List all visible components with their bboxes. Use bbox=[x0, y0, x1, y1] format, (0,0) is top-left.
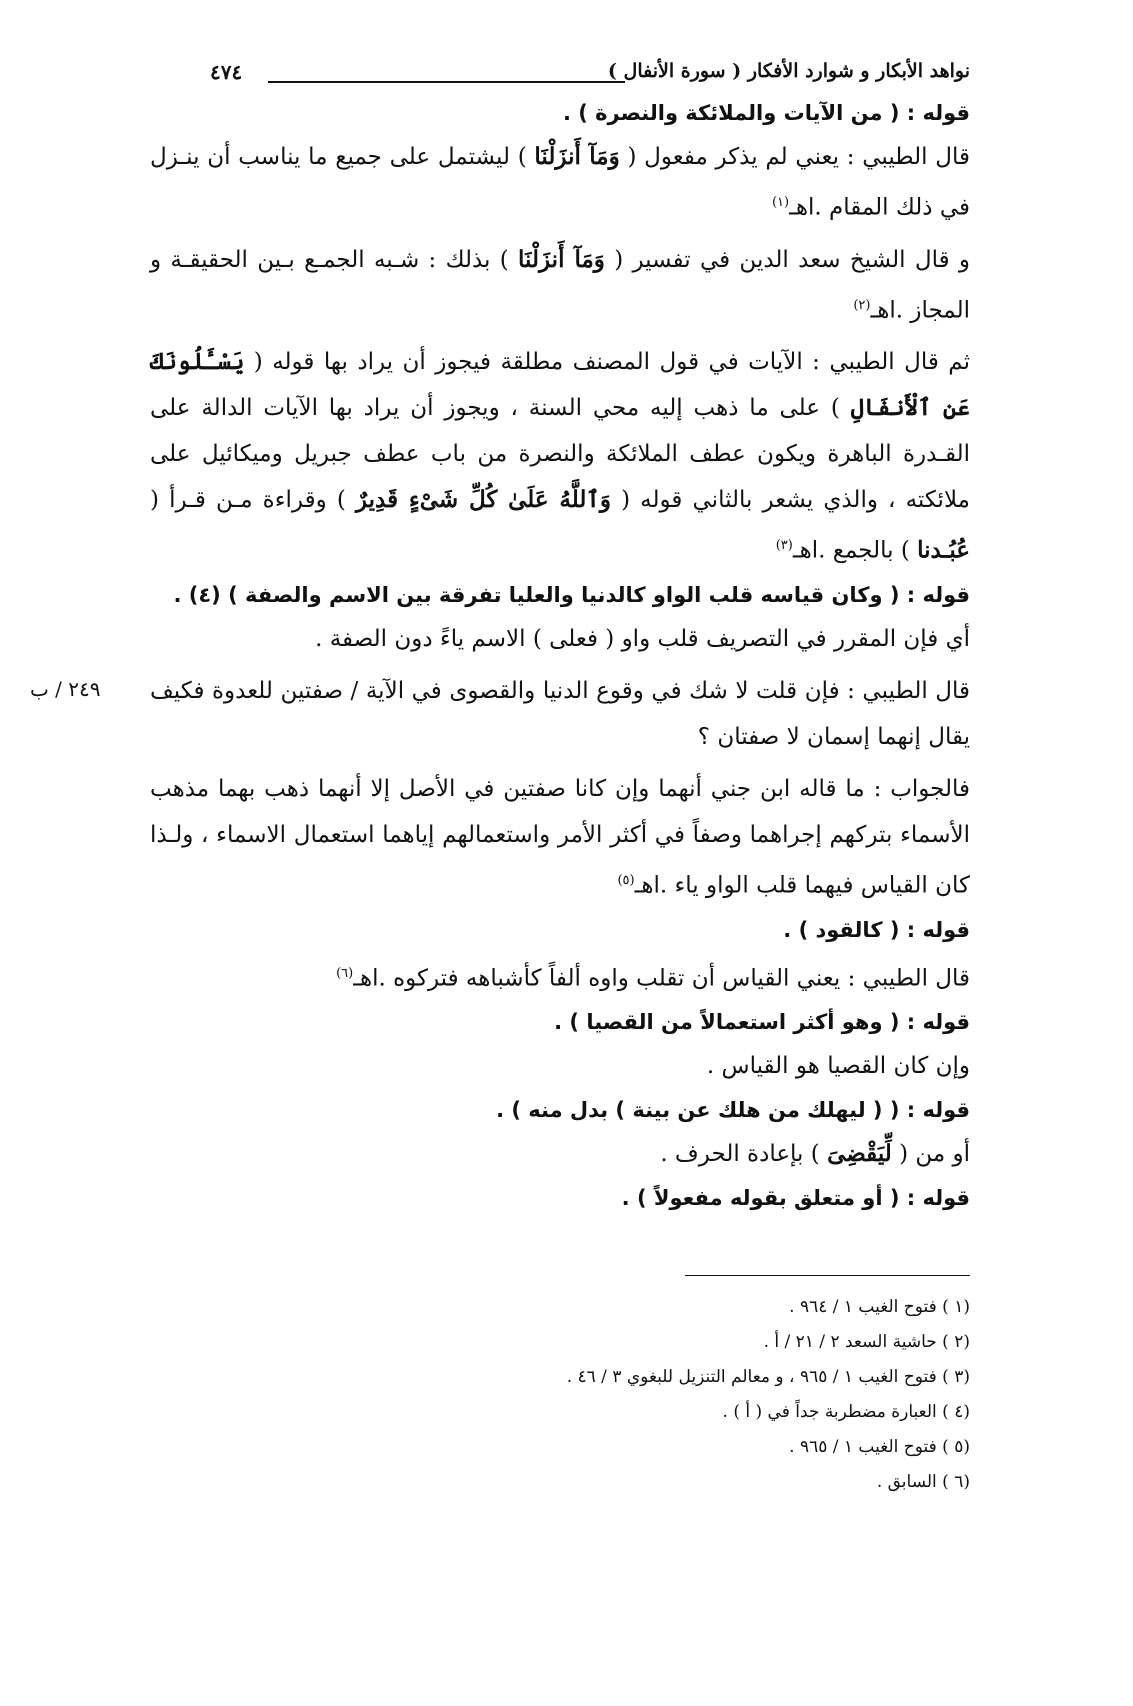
quran-quote: وَٱللَّهُ عَلَىٰ كُلِّ شَىْءٍ قَدِيرٌ bbox=[355, 486, 611, 514]
footnote: (٥ ) فتوح الغيب ١ / ٩٦٥ . bbox=[789, 1437, 970, 1457]
quran-quote: لِّيَقْضِىَ bbox=[827, 1140, 892, 1168]
qawl-heading: قوله : ( كالقود ) . bbox=[783, 917, 970, 942]
paragraph: وإن كان القصيا هو القياس . bbox=[706, 1053, 970, 1080]
paragraph: قال الطيبي : فإن قلت لا شك في وقوع الدنيا والقصوى في الآية / صفتين للعدوة فكيف يقال إنهما إسمان لا صفتان ؟ bbox=[150, 677, 970, 750]
footnote-ref: (٦) bbox=[336, 965, 354, 981]
footnote-ref: (٢) bbox=[853, 297, 871, 313]
quran-quote: وَمَآ أَنزَلْنَا bbox=[534, 143, 620, 170]
paragraph: قال الطيبي : يعني القياس أن تقلب واوه ألفاً كأشباهه فتركوه .اهـ$^{(٦)}$ bbox=[336, 965, 970, 992]
qawl-heading: قوله : ( وهو أكثر استعمالاً من القصيا ) . bbox=[554, 1010, 970, 1035]
footnote: (٦ ) السابق . bbox=[876, 1472, 970, 1492]
paragraph: قال الطيبي : يعني لم يذكر مفعول ( وَمَآ أَنزَلْنَا ) ليشتمل على جميع ما يناسب أن ينـزل في ذلك المقام .اهـ$^{(١)}$ bbox=[150, 143, 970, 221]
header-rule bbox=[268, 81, 625, 83]
footnote-ref: (٥) bbox=[617, 872, 635, 888]
footnote-ref: (٣) bbox=[775, 538, 793, 554]
qawl-heading: قوله : ( ( ليهلك من هلك عن بينة ) بدل منه ) . bbox=[496, 1098, 970, 1123]
footnote: (٢ ) حاشية السعد ٢ / ٢١ / أ . bbox=[763, 1332, 970, 1352]
running-header bbox=[150, 60, 970, 98]
header-title: نواهد الأبكار و شوارد الأفكار ( سورة الأنفال ) bbox=[607, 60, 970, 82]
page-number: ٤٧٤ bbox=[210, 60, 243, 84]
quran-quote: وَمَآ أَنزَلْنَا bbox=[518, 245, 605, 273]
footnotes bbox=[567, 1295, 970, 1505]
qawl-heading: قوله : ( وكان قياسه قلب الواو كالدنيا والعليا تفرقة بين الاسم والصفة ) (٤) . bbox=[173, 582, 970, 607]
quran-quote: عُبُـدنا bbox=[917, 536, 970, 564]
margin-folio-note: ٢٤٩ / ب bbox=[30, 677, 101, 701]
paragraph: أي فإن المقرر في التصريف قلب واو ( فعلى ) الاسم ياءً دون الصفة . bbox=[315, 625, 970, 652]
footnote: (٣ ) فتوح الغيب ١ / ٩٦٥ ، و معالم التنزيل للبغوي ٣ / ٤٦ . bbox=[566, 1367, 970, 1387]
paragraph: أو من ( لِّيَقْضِىَ ) بإعادة الحرف . bbox=[660, 1140, 970, 1168]
footnote-separator bbox=[685, 1275, 970, 1276]
footnote-ref: (١) bbox=[771, 195, 790, 210]
paragraph: ثم قال الطيبي : الآيات في قول المصنف مطلقة فيجوز أن يراد بها قوله ( يَسْـَٔلُونَكَ عَنِ ٱلْأَنفَالِ ) على ما ذهب إليه محي السنة ، ويجوز أن يراد بها الآيات الدالة على القـدرة الباهرة ويكون عطف الملائكة والنصرة من باب عطف جبريل وميكائيل على ملائكته ، والذي يشعر بالثاني قوله ( وَٱللَّهُ عَلَىٰ كُلِّ شَىْءٍ قَدِيرٌ ) وقراءة مـن قـرأ ( عُبُـدنا ) بالجمع .اهـ$^{(٣)}$ bbox=[150, 348, 970, 564]
footnote: (٤ ) العبارة مضطربة جداً في ( أ ) . bbox=[722, 1402, 970, 1422]
quran-quote: يَسْـَٔلُونَكَ عَنِ ٱلْأَنفَالِ bbox=[150, 348, 970, 422]
page-body bbox=[150, 60, 970, 1219]
paragraph: و قال الشيخ سعد الدين في تفسير ( وَمَآ أَنزَلْنَا ) بذلك : شـبه الجمـع بـين الحقيقـة و المجاز .اهـ$^{(٢)}$ bbox=[150, 245, 970, 324]
qawl-heading: قوله : ( أو متعلق بقوله مفعولاً ) . bbox=[621, 1186, 970, 1211]
qawl-heading: قوله : ( من الآيات والملائكة والنصرة ) . bbox=[562, 101, 970, 125]
paragraph: فالجواب : ما قاله ابن جني أنهما وإن كانا صفتين في الأصل إلا أنهما ذهب بهما مذهب الأسماء بتركهم إجراهما وصفاً في أكثر الأمر واستعمالهم إياهما استعمال الاسماء ، ولـذا كان القياس فيهما قلب الواو ياء .اهـ$^{(٥)}$ bbox=[150, 775, 970, 899]
footnote: (١ ) فتوح الغيب ١ / ٩٦٤ . bbox=[789, 1297, 970, 1317]
